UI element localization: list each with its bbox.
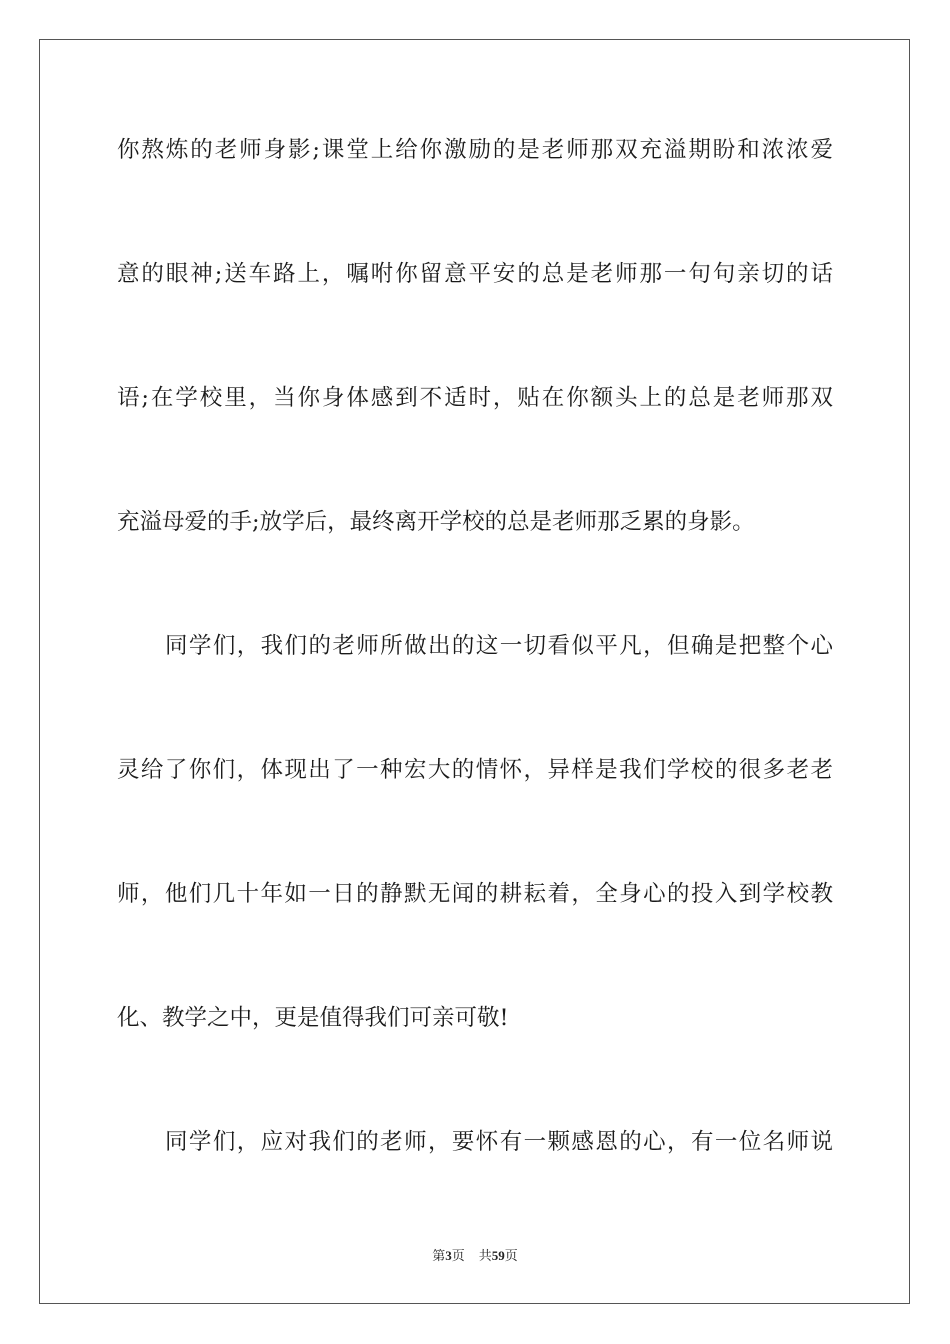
text-line-8: 化、教学之中，更是值得我们可亲可敬!	[117, 1005, 509, 1031]
current-page-number: 3	[445, 1248, 452, 1263]
text-line-1: 你熬炼的老师身影;课堂上给你激励的是老师那双充溢期盼和浓浓爱	[117, 137, 833, 163]
total-pages-suffix: 页	[504, 1248, 518, 1263]
text-line-4: 充溢母爱的手;放学后，最终离开学校的总是老师那乏累的身影。	[117, 509, 755, 535]
paragraph-2-first-line: 同学们，我们的老师所做出的这一切看似平凡，但确是把整个心	[165, 633, 833, 659]
paragraph-3-first-line: 同学们，应对我们的老师，要怀有一颗感恩的心，有一位名师说	[165, 1129, 833, 1155]
total-page-count: 59	[491, 1248, 505, 1263]
text-line-2: 意的眼神;送车路上，嘱咐你留意平安的总是老师那一句句亲切的话	[117, 261, 833, 287]
text-line-6: 灵给了你们，体现出了一种宏大的情怀，异样是我们学校的很多老老	[117, 757, 833, 783]
page-number-suffix: 页	[451, 1248, 465, 1263]
page-number-prefix: 第	[432, 1248, 446, 1263]
text-line-7: 师，他们几十年如一日的静默无闻的耕耘着，全身心的投入到学校教	[117, 881, 833, 907]
total-pages-prefix: 共	[478, 1248, 492, 1263]
text-line-3: 语;在学校里，当你身体感到不适时，贴在你额头上的总是老师那双	[117, 385, 833, 411]
page-frame	[39, 39, 910, 1304]
page-footer	[0, 1247, 950, 1265]
